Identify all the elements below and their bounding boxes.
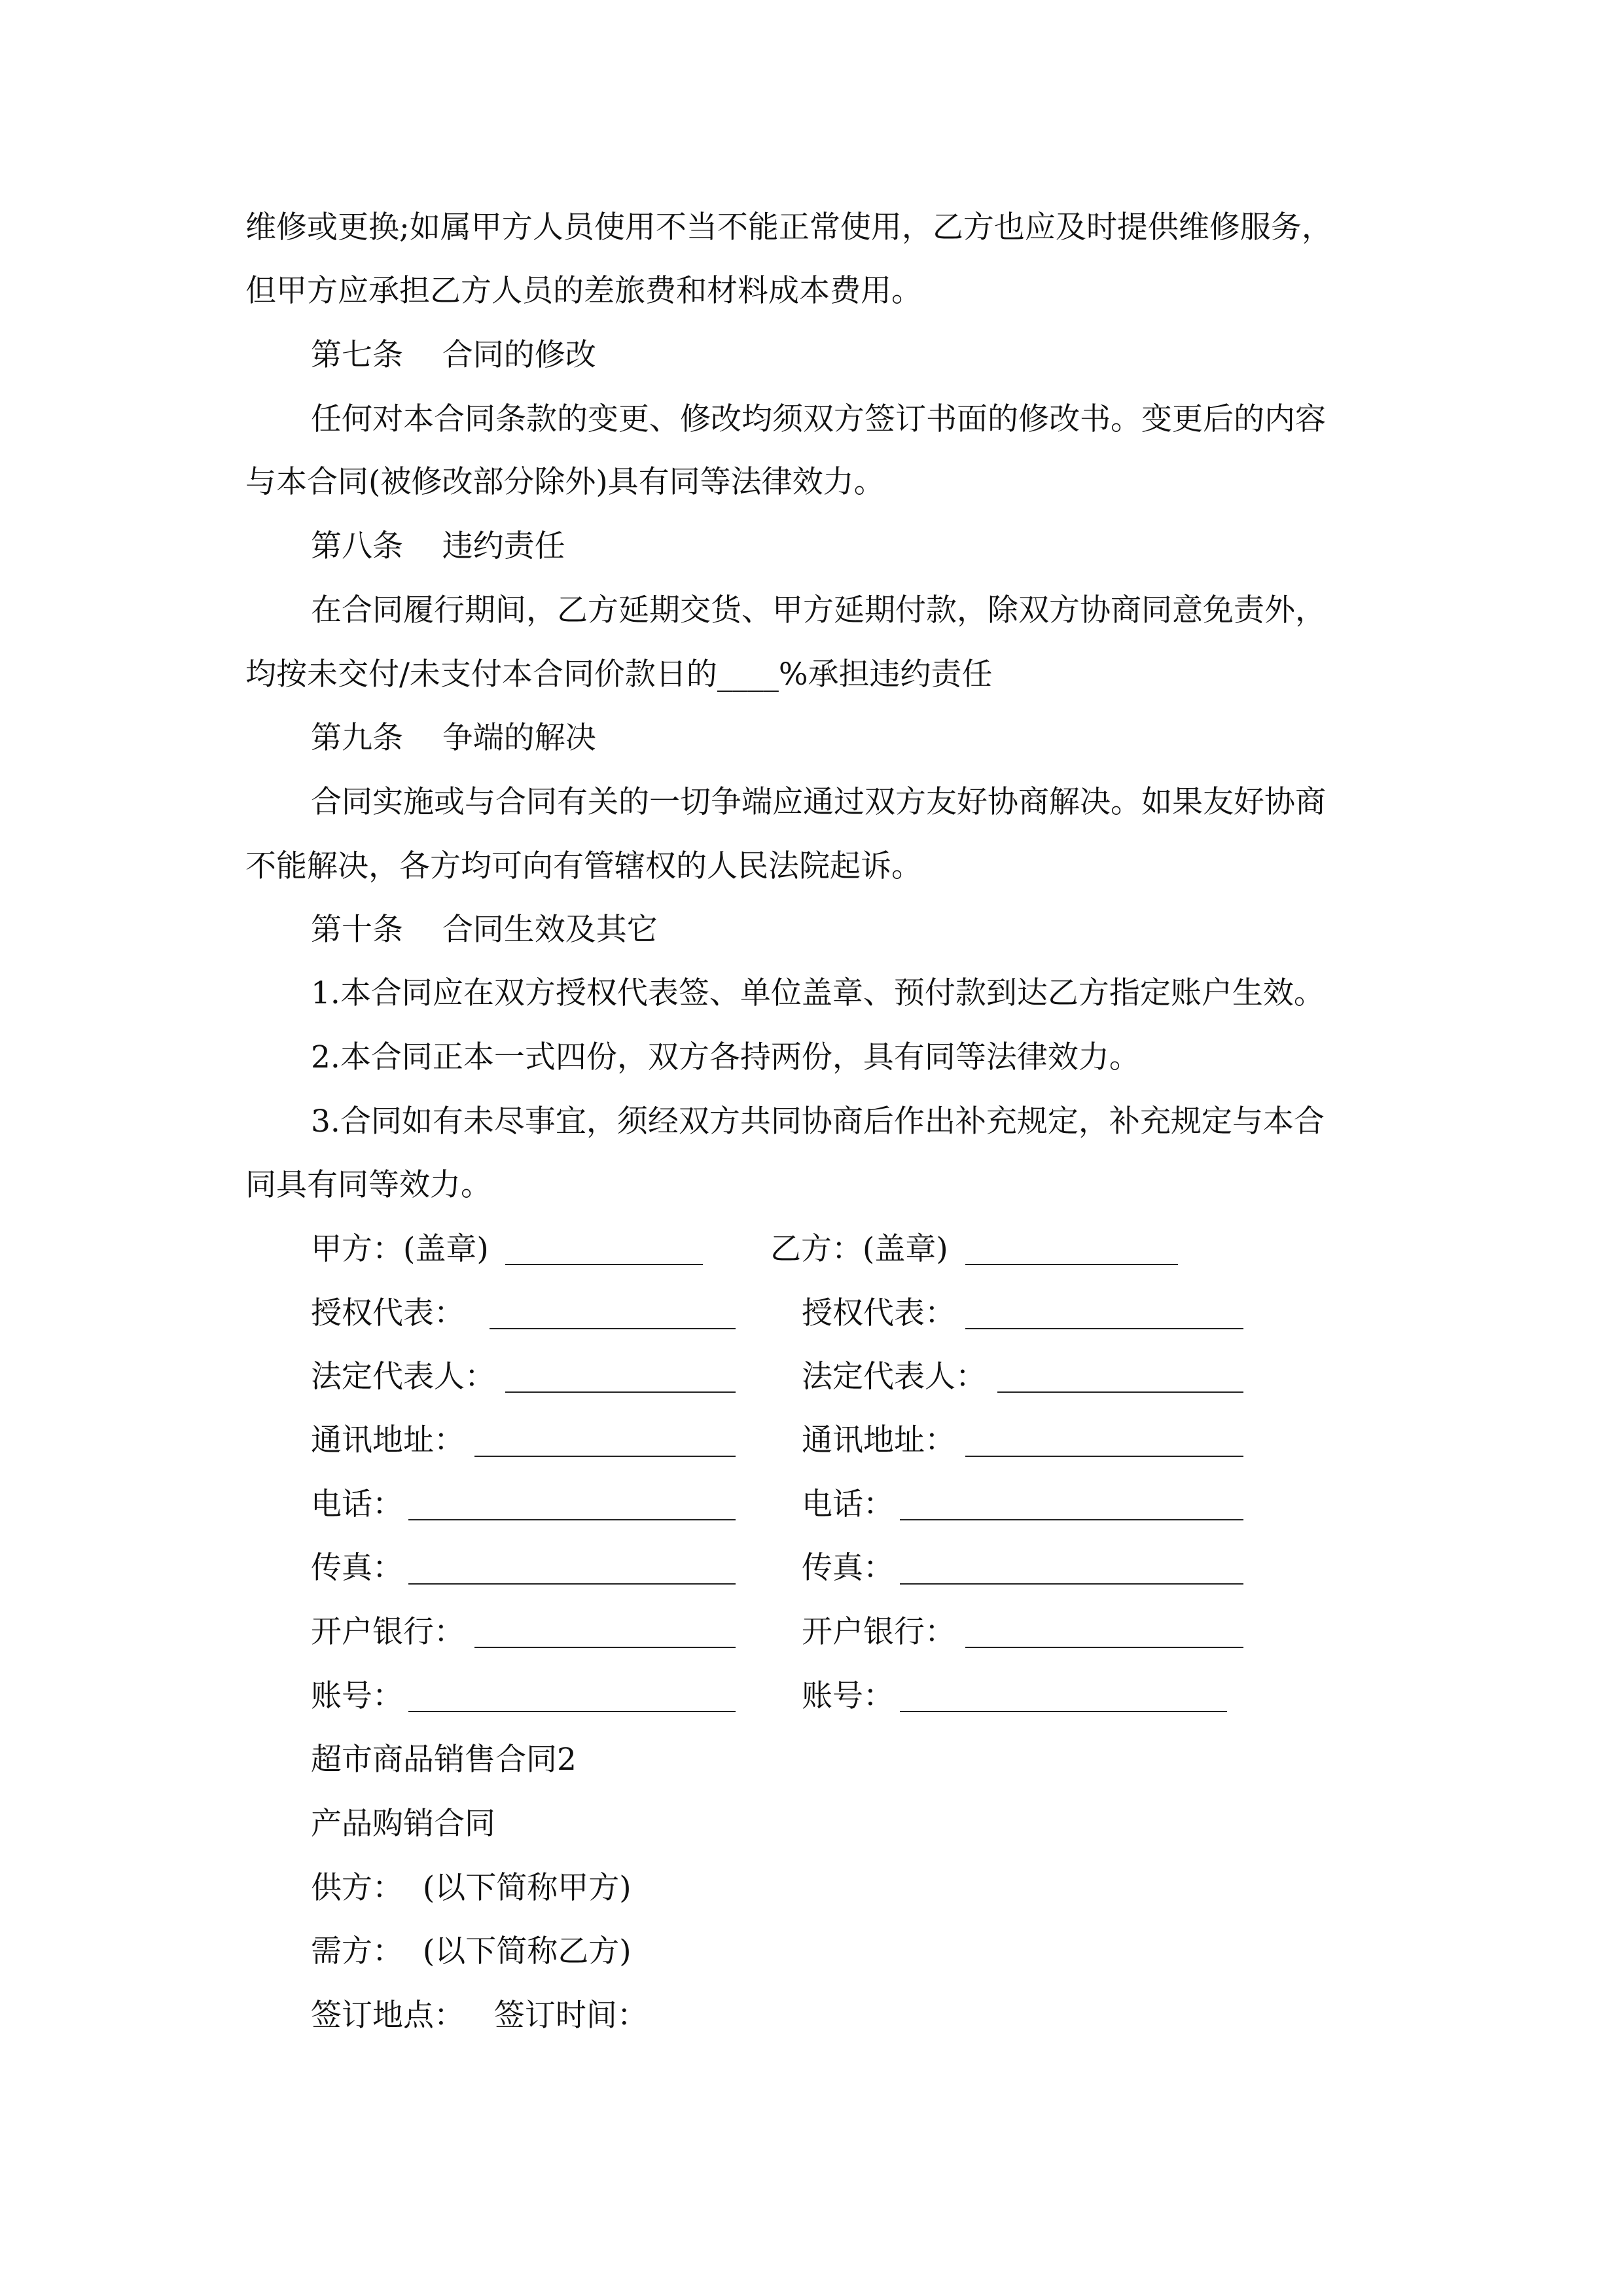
article-10-item: 1.本合同应在双方授权代表签、单位盖章、预付款到达乙方指定账户生效。 xyxy=(311,975,1325,1011)
article-10-item: 2.本合同正本一式四份，双方各持两份，具有同等法律效力。 xyxy=(311,1039,1140,1075)
article-8-text: 均按未交付/未支付本合同价款日的____%承担违约责任 xyxy=(245,656,993,692)
bank-a-field[interactable] xyxy=(474,1647,736,1648)
article-7-title: 第七条 合同的修改 xyxy=(311,337,596,373)
article-9-text: 不能解决，各方均可向有管辖权的人民法院起诉。 xyxy=(245,848,922,884)
fax-a-label: 传真： xyxy=(311,1550,403,1586)
address-b-field[interactable] xyxy=(965,1456,1243,1457)
address-a-label: 通讯地址： xyxy=(311,1422,465,1458)
article-7-text: 与本合同(被修改部分除外)具有同等法律效力。 xyxy=(245,464,885,500)
article-10-item: 3.合同如有未尽事宜，须经双方共同协商后作出补充规定，补充规定与本合 xyxy=(311,1103,1325,1139)
tel-a-field[interactable] xyxy=(408,1519,736,1520)
legal-rep-a-field[interactable] xyxy=(505,1391,736,1393)
bank-a-label: 开户银行： xyxy=(311,1614,465,1650)
article-8-text: 在合同履行期间，乙方延期交货、甲方延期付款，除双方协商同意免责外， xyxy=(311,592,1326,628)
fax-b-field[interactable] xyxy=(900,1583,1243,1585)
party-a-label: 甲方：(盖章) xyxy=(311,1231,489,1267)
article-9-title: 第九条 争端的解决 xyxy=(311,720,596,756)
article-10-item: 同具有同等效力。 xyxy=(245,1167,491,1203)
account-a-field[interactable] xyxy=(408,1711,736,1712)
paragraph-line: 但甲方应承担乙方人员的差旅费和材料成本费用。 xyxy=(245,273,922,309)
legal-rep-b-field[interactable] xyxy=(997,1391,1243,1393)
second-contract-title: 产品购销合同 xyxy=(311,1806,495,1842)
legal-rep-a-label: 法定代表人： xyxy=(311,1359,495,1395)
article-7-text: 任何对本合同条款的变更、修改均须双方签订书面的修改书。变更后的内容 xyxy=(311,401,1326,437)
fax-b-label: 传真： xyxy=(802,1550,894,1586)
bank-b-field[interactable] xyxy=(965,1647,1243,1648)
supplier-line: 供方： (以下简称甲方) xyxy=(311,1870,632,1906)
article-9-text: 合同实施或与合同有关的一切争端应通过双方友好协商解决。如果友好协商 xyxy=(311,784,1326,820)
rep-a-label: 授权代表： xyxy=(311,1295,465,1331)
tel-a-label: 电话： xyxy=(311,1486,403,1522)
legal-rep-b-label: 法定代表人： xyxy=(802,1359,986,1395)
tel-b-field[interactable] xyxy=(900,1519,1243,1520)
rep-a-field[interactable] xyxy=(490,1328,736,1329)
address-b-label: 通讯地址： xyxy=(802,1422,955,1458)
party-a-seal-field[interactable] xyxy=(505,1264,703,1265)
article-10-title: 第十条 合同生效及其它 xyxy=(311,912,658,948)
address-a-field[interactable] xyxy=(474,1456,736,1457)
bank-b-label: 开户银行： xyxy=(802,1614,955,1650)
party-b-label: 乙方：(盖章) xyxy=(770,1231,948,1267)
fax-a-field[interactable] xyxy=(408,1583,736,1585)
second-contract-heading: 超市商品销售合同2 xyxy=(311,1742,577,1778)
paragraph-line: 维修或更换;如属甲方人员使用不当不能正常使用，乙方也应及时提供维修服务， xyxy=(245,209,1332,245)
party-b-seal-field[interactable] xyxy=(965,1264,1178,1265)
tel-b-label: 电话： xyxy=(802,1486,894,1522)
buyer-line: 需方： (以下简称乙方) xyxy=(311,1933,632,1969)
article-8-title: 第八条 违约责任 xyxy=(311,528,565,564)
signing-place-time: 签订地点： 签订时间： xyxy=(311,1998,648,2034)
rep-b-field[interactable] xyxy=(965,1328,1243,1329)
account-a-label: 账号： xyxy=(311,1678,403,1714)
account-b-field[interactable] xyxy=(900,1711,1227,1712)
rep-b-label: 授权代表： xyxy=(802,1295,955,1331)
account-b-label: 账号： xyxy=(802,1678,894,1714)
